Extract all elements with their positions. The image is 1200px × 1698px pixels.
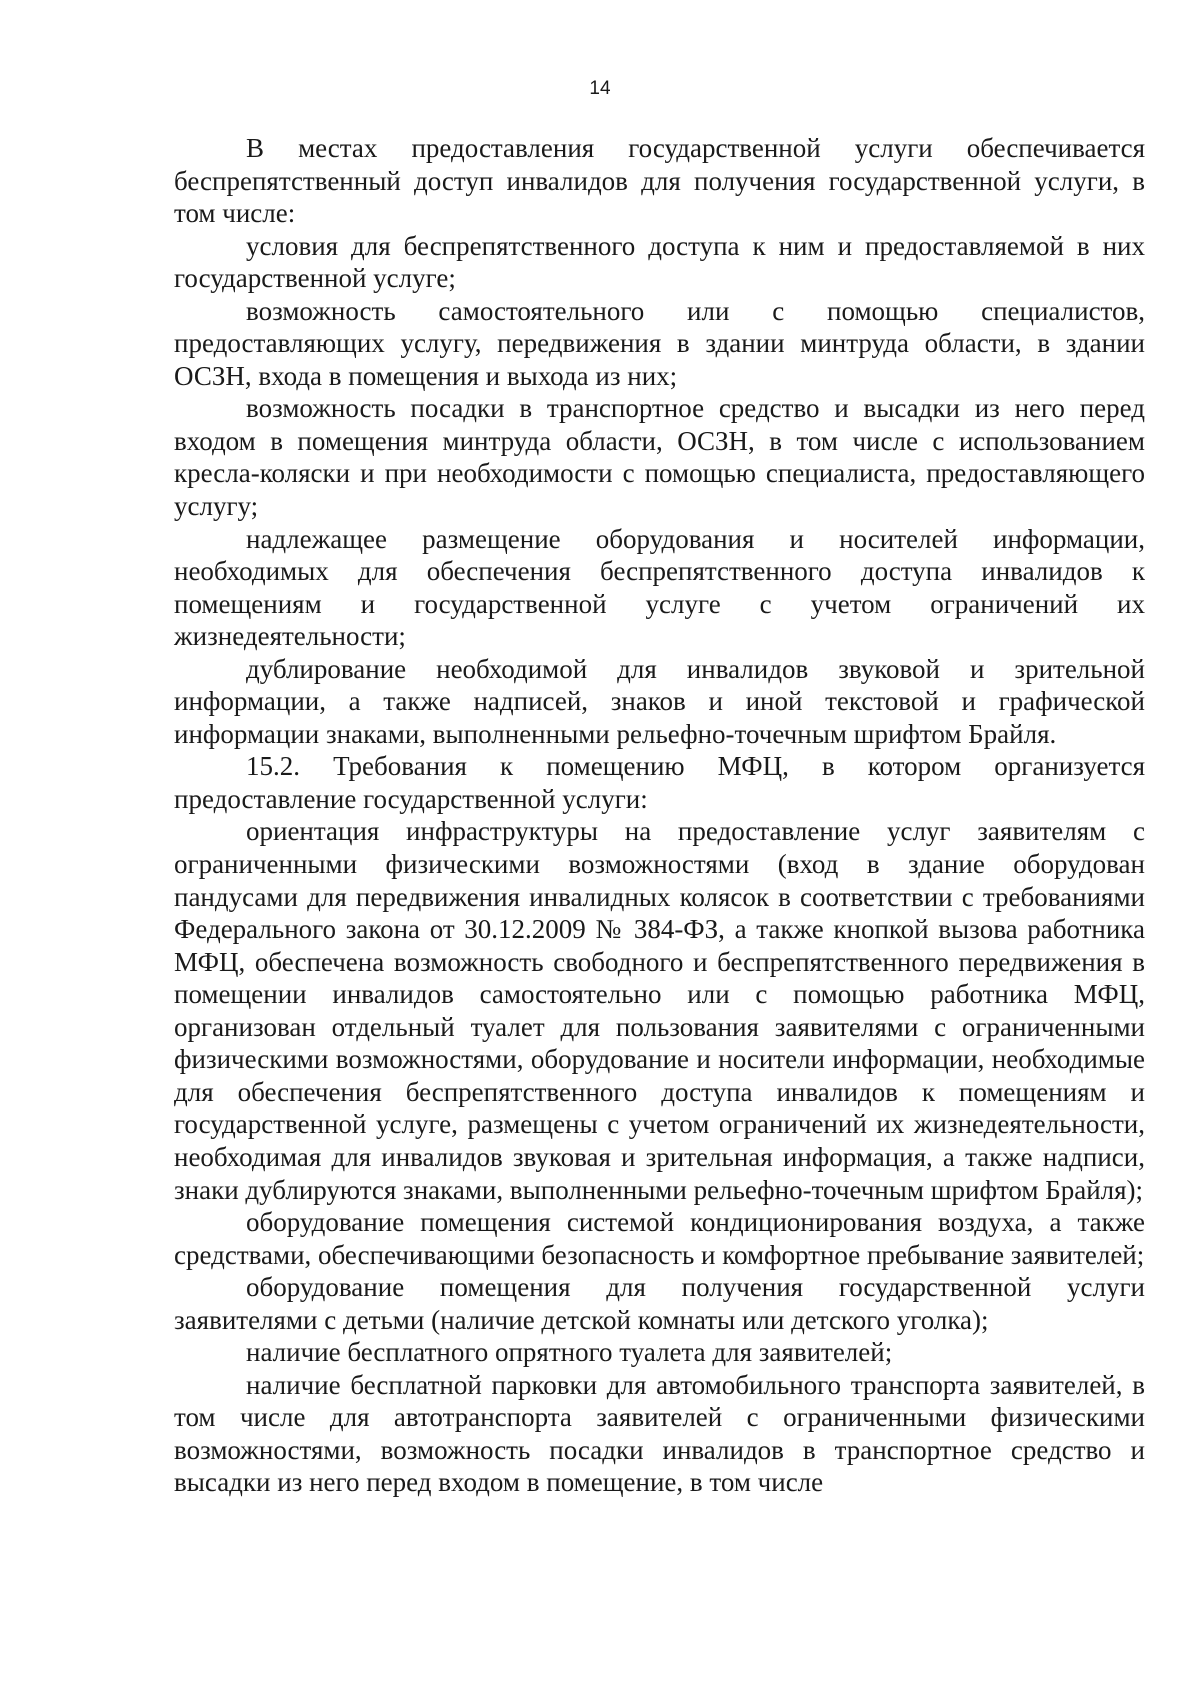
paragraph-air-conditioning: оборудование помещения системой кондиционирования воздуха, а также средствами, обеспечивающими безопасность и комфортное пребывание заявителей; — [174, 1207, 1145, 1270]
paragraph-vehicle-boarding: возможность посадки в транспортное средство и высадки из него перед входом в помещения минтруда области, ОСЗН, в том числе с использованием кресла-коляски и при необходимости с помощью специалиста, предоставляющего услугу; — [174, 393, 1145, 522]
paragraph-toilet: наличие бесплатного опрятного туалета для заявителей; — [246, 1337, 893, 1368]
paragraph-children-room: оборудование помещения для получения государственной услуги заявителями с детьми (наличие детской комнаты или детского уголка); — [174, 1272, 1145, 1335]
page-number: 14 — [589, 78, 611, 99]
paragraph-infrastructure: ориентация инфраструктуры на предоставление услуг заявителям с ограниченными физическими возможностями (вход в здание оборудован пандусами для передвижения инвалидных колясок в соответствии с требованиями Федерального закона от 30.12.2009 № 384-ФЗ, а также кнопкой вызова работника МФЦ, обеспечена возможность свободного и беспрепятственного передвижения в помещении инвалидов самостоятельно или с помощью работника МФЦ, организован отдельный туалет для пользования заявителями с ограниченными физическими возможностями, оборудование и носители информации, необходимые для обеспечения беспрепятственного доступа инвалидов к помещениям и государственной услуге, размещены с учетом ограничений их жизнедеятельности, необходимая для инвалидов звуковая и зрительная информация, а также надписи, знаки дублируются знаками, выполненными рельефно-точечным шрифтом Брайля); — [174, 816, 1145, 1205]
paragraph-braille-duplication: дублирование необходимой для инвалидов звуковой и зрительной информации, а также надписей, знаков и иной текстовой и графической информации знаками, выполненными рельефно-точечным шрифтом Брайля. — [174, 653, 1145, 749]
paragraph-movement: возможность самостоятельного или с помощью специалистов, предоставляющих услугу, передвижения в здании минтруда области, в здании ОСЗН, входа в помещения и выхода из них; — [174, 295, 1145, 391]
paragraph-section-15-2: 15.2. Требования к помещению МФЦ, в котором организуется предоставление государственной услуги: — [174, 751, 1145, 814]
paragraph-equipment-placement: надлежащее размещение оборудования и носителей информации, необходимых для обеспечения беспрепятственного доступа инвалидов к помещениям и государственной услуге с учетом ограничений их жизнедеятельности; — [174, 523, 1145, 652]
paragraph-access-conditions: условия для беспрепятственного доступа к ним и предоставляемой в них государственной услуге; — [174, 230, 1145, 294]
document-body — [174, 132, 1145, 1499]
paragraph-parking: наличие бесплатной парковки для автомобильного транспорта заявителей, в том числе для автотранспорта заявителей с ограниченными физическими возможностями, возможность посадки инвалидов в транспортное средство и высадки из него перед входом в помещение, в том числе — [174, 1369, 1145, 1498]
paragraph-access-intro: В местах предоставления государственной услуги обеспечивается беспрепятственный доступ инвалидов для получения государственной услуги, в том числе: — [174, 133, 1145, 229]
